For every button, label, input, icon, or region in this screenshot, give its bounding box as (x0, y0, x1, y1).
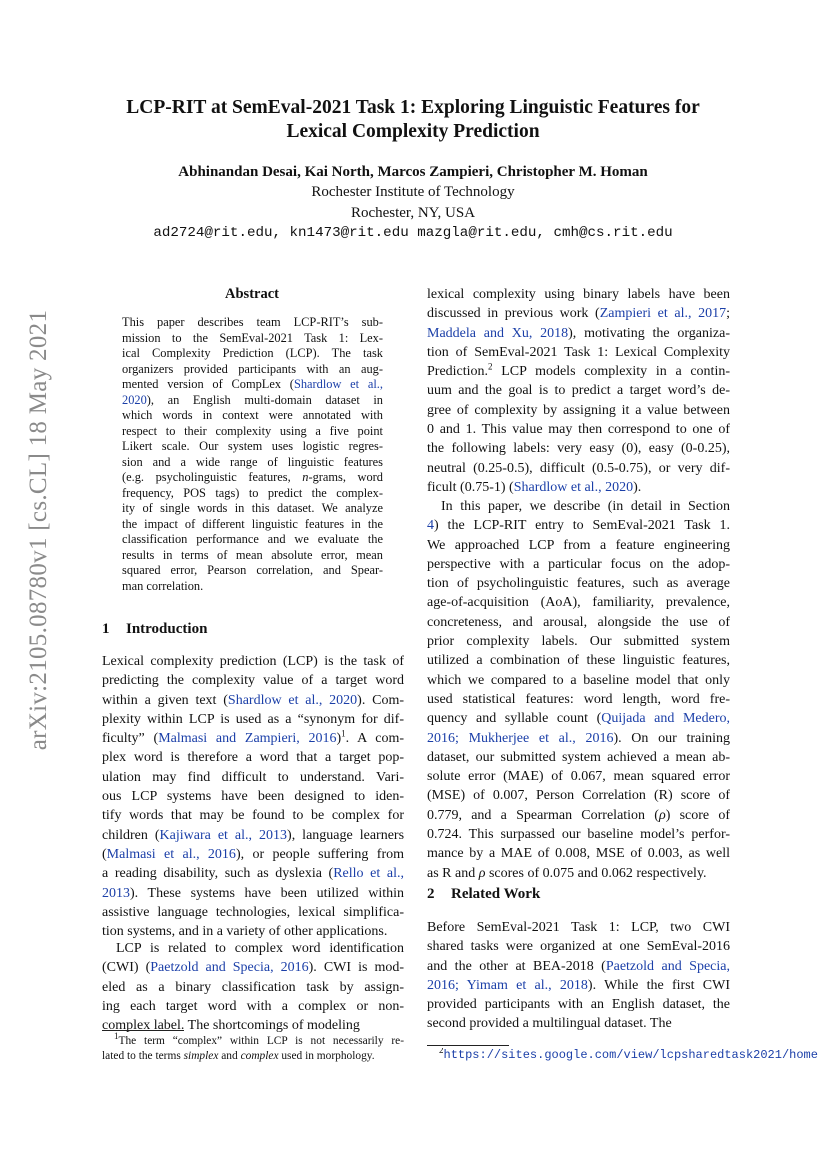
text-line: discussed in previous work (Zampieri et al., 2017; (427, 306, 730, 322)
text-line: ficult (0.75-1) (Shardlow et al., 2020). (427, 479, 642, 495)
text-line: age-of-acquisition (AoA), familiarity, prevalence, (427, 595, 730, 611)
related-paragraph-1 (427, 918, 730, 1034)
text-line: the impact of different linguistic features in the (122, 516, 383, 531)
text-line: plexity within LCP is used as a “synonym for dif- (102, 711, 404, 727)
text-line: utilized a combination of these linguistic features, (427, 653, 730, 669)
text-line: neutral (0.25-0.5), difficult (0.5-0.75), or very dif- (427, 460, 730, 476)
section-heading-introduction (102, 621, 404, 638)
text-line: tion of SemEval-2021 Task 1: Lexical Complexity (427, 344, 730, 360)
intro-paragraph-1 (102, 652, 404, 941)
text-line: shared tasks were organized at one SemEval-2016 (427, 939, 730, 955)
author-emails: ad2724@rit.edu, kn1473@rit.edu mazgla@rit.edu, cmh@cs.rit.edu (153, 225, 673, 241)
text-line: lexical complexity using binary labels have been (427, 287, 730, 302)
text-line: frequency, POS tags) to predict the complex- (122, 485, 383, 500)
text-line: provided participants with an English dataset, the (427, 997, 730, 1013)
text-line: tify words that may be found to be complex for (102, 808, 404, 824)
text-line: Before SemEval-2021 Task 1: LCP, two CWI (427, 920, 730, 935)
section-heading-related-work (427, 886, 730, 903)
text-line: 2020), an English multi-domain dataset in (122, 392, 383, 407)
text-line: 2013). These systems have been utilized within (102, 885, 404, 901)
intro-paragraph-2 (102, 939, 404, 1035)
title-line-2: Lexical Complexity Prediction (286, 121, 540, 142)
text-line: tion of psycholinguistic features, such as average (427, 576, 730, 592)
text-line: 0 and 1. This value may then correspond to one of (427, 422, 730, 438)
text-line: quency and syllable count (Quijada and Medero, (427, 711, 730, 727)
affiliation: Rochester Institute of Technology (311, 184, 515, 200)
arxiv-stamp-text: arXiv:2105.08780v1 [cs.CL] 18 May 2021 (25, 309, 52, 751)
text-line: and the other at BEA-2018 (Paetzold and Specia, (427, 958, 730, 974)
text-line: mance by a MAE of 0.008, MSE of 0.003, as well (427, 846, 730, 862)
text-line: Likert scale. Our system uses logistic regres- (122, 439, 383, 453)
abstract-heading: Abstract (225, 286, 279, 302)
text-line: concreteness, and arousal, alongside the use of (427, 614, 730, 630)
footnote-1-line-2: lated to the terms simplex and complex used in morphology. (102, 1049, 375, 1062)
text-line: Lexical complexity prediction (LCP) is the task of (102, 654, 404, 669)
text-line: (MSE) of 0.007, Person Correlation (R) score of (427, 788, 730, 804)
text-line: as R and ρ scores of 0.075 and 0.062 respectively. (427, 865, 707, 881)
author-list: Abhinandan Desai, Kai North, Marcos Zampieri, Christopher M. Homan (178, 164, 648, 180)
text-line: children (Kajiwara et al., 2013), language learners (102, 827, 404, 843)
footnote-2-url-link[interactable]: https://sites.google.com/view/lcpsharedtask2021/home (443, 1048, 818, 1062)
text-line: uum and the goal is to predict a target word’s de- (427, 383, 730, 399)
text-line: LCP is related to complex word identification (116, 941, 404, 956)
text-line: (CWI) (Paetzold and Specia, 2016). CWI is mod- (102, 960, 404, 976)
text-line: used statistical features: word length, word fre- (427, 691, 730, 707)
section-number: 2 (427, 886, 435, 902)
text-line: which words in context were annotated with (122, 408, 383, 422)
text-line: 2016; Mukherjee et al., 2016). On our training (427, 730, 730, 746)
text-line: ing each target word with a complex or non- (102, 998, 404, 1014)
text-line: gree of complexity by assigning it a value between (427, 402, 730, 418)
abstract-body (122, 315, 383, 594)
right-paragraph-2 (427, 497, 730, 883)
text-line: dataset, our submitted system achieved a mean ab- (427, 749, 730, 765)
text-line: mented version of CompLex (Shardlow et al., (122, 377, 383, 391)
footnote-1-line-1: The term “complex” within LCP is not necessarily re- (118, 1035, 404, 1047)
text-line: a reading disability, such as dyslexia (Rello et al., (102, 866, 404, 882)
text-line: ity of single words in this dataset. We analyze (122, 501, 383, 515)
text-line: We approached LCP from a feature engineering (427, 537, 730, 553)
location: Rochester, NY, USA (350, 205, 476, 221)
text-line: within a given text (Shardlow et al., 2020). Com- (102, 692, 404, 708)
footnote-1: $^1$The term “complex” within LCP is not necessarily re- lated to the terms simplex and complex used in morphology. (102, 1031, 404, 1062)
text-line: man correlation. (122, 578, 204, 593)
text-line: (Malmasi et al., 2016), or people suffering from (102, 846, 404, 862)
paper-title (0, 96, 826, 144)
text-line: sion and a wide range of linguistic features (122, 454, 383, 469)
text-line: tion systems, and in a variety of other applications. (102, 924, 388, 940)
text-line: results in terms of mean absolute error, mean (122, 547, 383, 562)
text-line: (e.g. psycholinguistic features, n-grams, word (122, 470, 383, 484)
text-line: which we compared to a baseline model that only (427, 672, 730, 688)
text-line: prior complexity labels. Our submitted system (427, 634, 730, 650)
text-line: solute error (MAE) of 0.067, mean squared error (427, 769, 730, 785)
text-line: In this paper, we describe (in detail in Section (441, 499, 730, 514)
text-line: 0.779, and a Spearman Correlation (ρ) score of (427, 807, 730, 823)
text-line: Maddela and Xu, 2018), motivating the organiza- (427, 325, 730, 341)
text-line: second provided a multilingual dataset. The (427, 1016, 672, 1032)
footnote-rule (427, 1045, 509, 1046)
footnote-2: $^2$https://sites.google.com/view/lcpsharedtask2021/home (439, 1048, 818, 1062)
text-line: ficulty” (Malmasi and Zampieri, 2016)$^1$. A com- (102, 729, 404, 747)
text-line: organizers provided participants with an aug- (122, 361, 383, 376)
text-line: ical Complexity Prediction (LCP). The task (122, 346, 383, 360)
text-line: plex word is therefore a word that a target pop- (102, 750, 404, 766)
text-line: perspective with a particular focus on the adop- (427, 556, 730, 572)
text-line: This paper describes team LCP-RIT’s sub- (122, 315, 383, 329)
text-line: respect to their complexity using a five point (122, 423, 383, 438)
text-line: assistive language technologies, lexical simplifica- (102, 904, 404, 920)
text-line: the following labels: very easy (0), easy (0-0.25), (427, 441, 730, 457)
text-line: ulation may find difficult to understand. Vari- (102, 769, 404, 785)
section-title: Related Work (451, 886, 541, 902)
section-title: Introduction (126, 621, 208, 637)
title-line-1: LCP-RIT at SemEval-2021 Task 1: Exploring Linguistic Features for (126, 97, 700, 118)
text-line: Prediction.$^2$ LCP models complexity in a contin- (427, 362, 730, 380)
text-line: 2016; Yimam et al., 2018). While the first CWI (427, 977, 730, 993)
section-number: 1 (102, 621, 110, 637)
text-line: predicting the complexity value of a target word (102, 673, 404, 689)
text-line: 0.724. This surpassed our baseline model’s perfor- (427, 827, 730, 843)
right-paragraph-1 (427, 285, 730, 497)
text-line: classification performance and we evaluate the (122, 532, 383, 546)
arxiv-stamp (17, 309, 61, 751)
text-line: mission to the SemEval-2021 Task 1: Lex- (122, 330, 383, 345)
text-line: 4) the LCP-RIT entry to SemEval-2021 Task 1. (427, 518, 730, 534)
text-line: eled as a binary classification task by assign- (102, 979, 404, 995)
text-line: complex label. The shortcomings of modeling (102, 1018, 360, 1034)
text-line: squared error, Pearson correlation, and Spear- (122, 563, 383, 577)
text-line: ous LCP systems have been designed to iden- (102, 789, 404, 805)
